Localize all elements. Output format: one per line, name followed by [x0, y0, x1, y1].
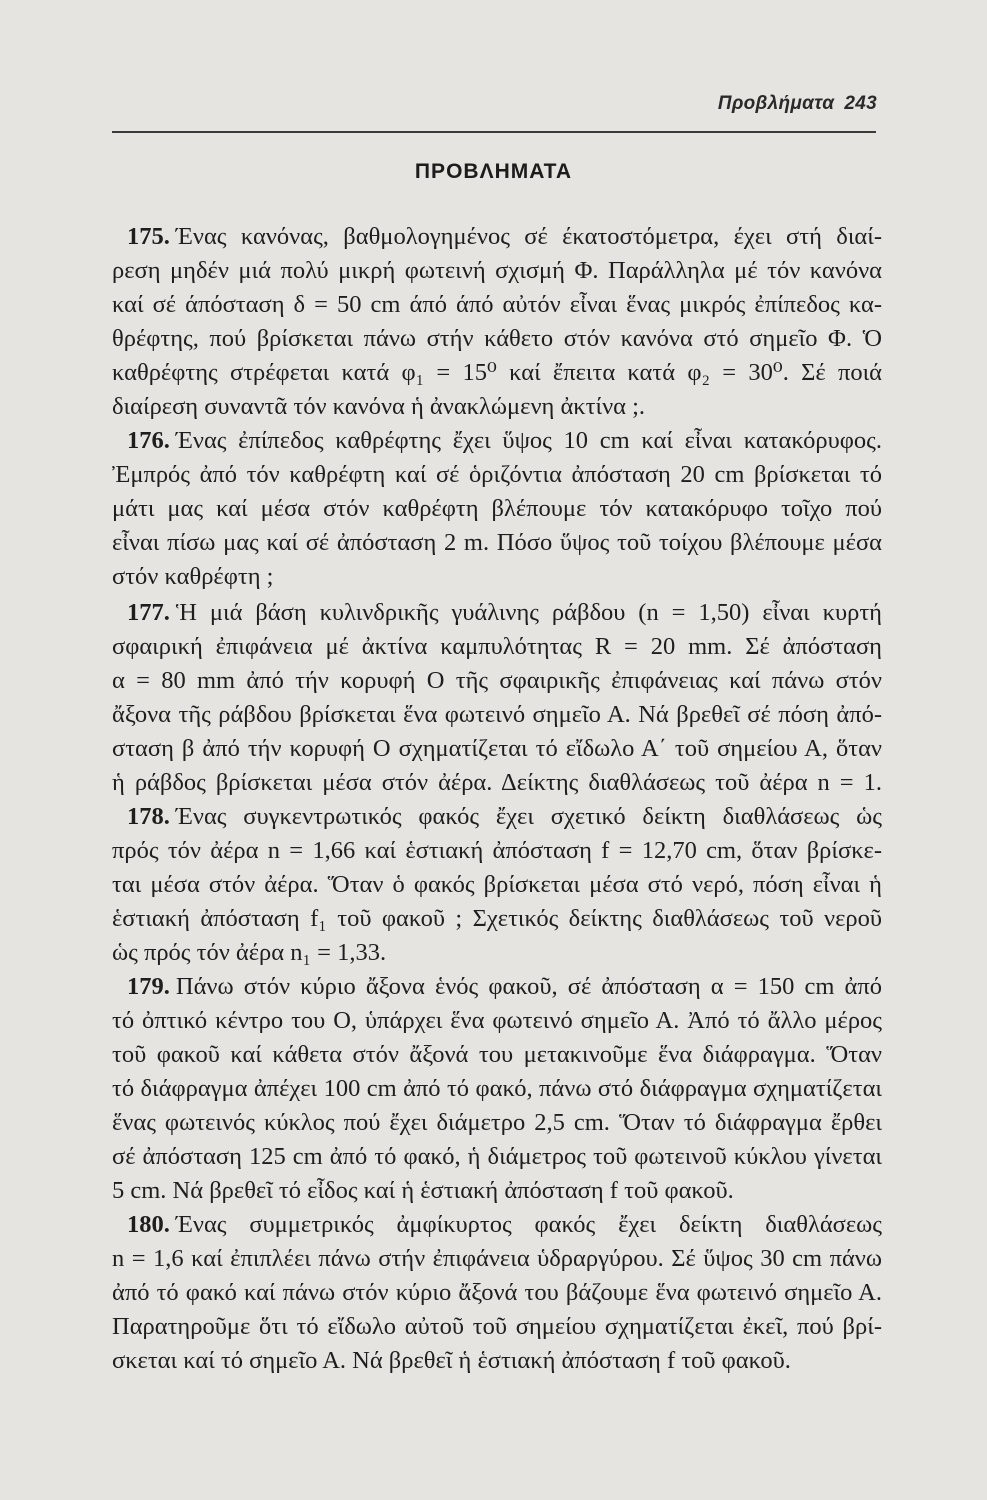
problem-line: 178. Ένας συγκεντρωτικός φακός ἔχει σχετικό δείκτη διαθλάσεως ὡς — [127, 803, 882, 830]
problem-line: καθρέφτης στρέφεται κατά φ₁ = 15⁰ καί ἔπειτα κατά φ₂ = 30⁰. Σέ ποιά — [112, 359, 882, 386]
problem-line: ται μέσα στόν ἀέρα. Ὅταν ὁ φακός βρίσκεται μέσα στό νερό, πόση εἶναι ἡ — [112, 871, 882, 898]
problem-line: πρός τόν ἀέρα n = 1,66 καί ἑστιακή ἀπόσταση f = 12,70 cm, ὅταν βρίσκε- — [112, 837, 882, 864]
problem-line: Παρατηροῦμε ὅτι τό εἴδωλο αὐτοῦ τοῦ σημείου σχηματίζεται ἐκεῖ, πού βρί- — [112, 1313, 882, 1340]
problem-line: τοῦ φακοῦ καί κάθετα στόν ἄξονά του μετακινοῦμε ἕνα διάφραγμα. Ὅταν — [112, 1041, 882, 1068]
problem-line: στόν καθρέφτη ; — [112, 563, 274, 590]
problem-line: τό διάφραγμα ἀπέχει 100 cm ἀπό τό φακό, πάνω στό διάφραγμα σχηματίζεται — [112, 1075, 882, 1102]
running-head — [718, 93, 877, 115]
problem-number: 180. — [127, 1211, 170, 1238]
problem-line: n = 1,6 καί ἐπιπλέει πάνω στήν ἐπιφάνεια ὑδραργύρου. Σέ ὕψος 30 cm πάνω — [112, 1245, 882, 1272]
problem-line: α = 80 mm ἀπό τήν κορυφή Ο τῆς σφαιρικῆς ἐπιφάνειας καί πάνω στόν — [112, 667, 882, 694]
problem-line: μάτι μας καί μέσα στόν καθρέφτη βλέπουμε τόν κατακόρυφο τοῖχο πού — [112, 495, 882, 522]
header-rule — [112, 131, 876, 133]
section-title: ΠΡΟΒΛΗΜΑΤΑ — [414, 160, 573, 183]
problem-line: Ἐμπρός ἀπό τόν καθρέφτη καί σέ ὁριζόντια ἀπόσταση 20 cm βρίσκεται τό — [112, 461, 882, 488]
problem-line: 179. Πάνω στόν κύριο ἄξονα ἑνός φακοῦ, σέ ἀπόσταση α = 150 cm ἀπό — [127, 973, 882, 1000]
problem-line: ἀπό τό φακό καί πάνω στόν κύριο ἄξονά του βάζουμε ἕνα φωτεινό σημεῖο Α. — [112, 1279, 882, 1306]
problem-line: ρεση μηδέν μιά πολύ μικρή φωτεινή σχισμή Φ. Παράλληλα μέ τόν κανόνα — [112, 257, 882, 284]
running-head-title: Προβλήματα — [717, 93, 835, 114]
problem-line: 175. Ένας κανόνας, βαθμολογημένος σέ έκατοστόμετρα, έχει στή διαί- — [127, 223, 882, 250]
problem-line: 176. Ένας ἐπίπεδος καθρέφτης ἔχει ὕψος 10 cm καί εἶναι κατακόρυφος. — [127, 427, 882, 454]
problem-line: εἶναι πίσω μας καί σέ ἀπόσταση 2 m. Πόσο ὕψος τοῦ τοίχου βλέπουμε μέσα — [112, 529, 882, 556]
problem-number: 177. — [127, 599, 170, 626]
problem-line: 5 cm. Νά βρεθεῖ τό εἶδος καί ἡ ἑστιακή ἀπόσταση f τοῦ φακοῦ. — [112, 1177, 734, 1204]
problem-line: τό ὀπτικό κέντρο του Ο, ὑπάρχει ἕνα φωτεινό σημεῖο Α. Ἀπό τό ἄλλο μέρος — [112, 1007, 882, 1034]
page-number: 243 — [844, 93, 877, 114]
problem-number: 176. — [127, 427, 170, 454]
problem-line: σέ ἀπόσταση 125 cm ἀπό τό φακό, ἡ διάμετρος τοῦ φωτεινοῦ κύκλου γίνεται — [112, 1143, 882, 1170]
problem-line: ἡ ράβδος βρίσκεται μέσα στόν ἀέρα. Δείκτης διαθλάσεως τοῦ ἀέρα n = 1. — [112, 769, 882, 796]
problem-line: ἄξονα τῆς ράβδου βρίσκεται ἕνα φωτεινό σημεῖο Α. Νά βρεθεῖ σέ πόση ἀπό- — [112, 701, 882, 728]
problem-line: σφαιρική ἐπιφάνεια μέ ἀκτίνα καμπυλότητας R = 20 mm. Σέ ἀπόσταση — [112, 633, 882, 660]
problem-number: 179. — [127, 973, 170, 1000]
problem-line: θρέφτης, πού βρίσκεται πάνω στήν κάθετο στόν κανόνα στό σημεῖο Φ. Ὁ — [112, 325, 882, 352]
problem-line: σκεται καί τό σημεῖο Α. Νά βρεθεῖ ἡ ἑστιακή ἀπόσταση f τοῦ φακοῦ. — [112, 1347, 791, 1374]
problem-line: ἑστιακή ἀπόσταση f₁ τοῦ φακοῦ ; Σχετικός δείκτης διαθλάσεως τοῦ νεροῦ — [112, 905, 882, 932]
problem-number: 178. — [127, 803, 170, 830]
problem-line: καί σέ άπόσταση δ = 50 cm άπό άπό αὐτόν εἶναι ἕνας μικρός ἐπίπεδος κα- — [112, 291, 882, 318]
problem-line: ὡς πρός τόν ἀέρα n₁ = 1,33. — [112, 939, 387, 966]
problem-line: διαίρεση συναντᾶ τόν κανόνα ἡ ἀνακλώμενη ἀκτίνα ;. — [112, 393, 646, 420]
problem-line: 177. Ἡ μιά βάση κυλινδρικῆς γυάλινης ράβδου (n = 1,50) εἶναι κυρτή — [127, 599, 882, 626]
problem-line: 180. Ένας συμμετρικός ἀμφίκυρτος φακός ἔχει δείκτη διαθλάσεως — [127, 1211, 882, 1238]
problem-number: 175. — [127, 223, 170, 250]
problem-line: ἕνας φωτεινός κύκλος πού ἔχει διάμετρο 2,5 cm. Ὅταν τό διάφραγμα ἔρθει — [112, 1109, 882, 1136]
problem-line: σταση β ἀπό τήν κορυφή Ο σχηματίζεται τό εἴδωλο Α΄ τοῦ σημείου Α, ὅταν — [112, 735, 882, 762]
